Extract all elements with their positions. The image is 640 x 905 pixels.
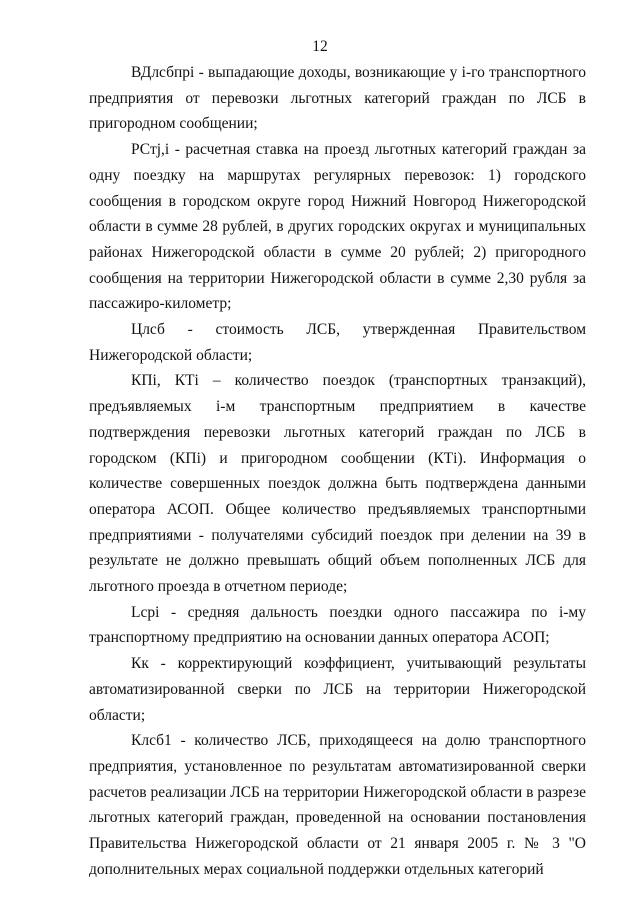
paragraph-kk-definition: Кк - корректирующий коэффициент, учитывающий результаты автоматизированной сверки по ЛСБ на территории Нижегородской области; [89,655,586,724]
paragraph-kp-kt-definition: КПi, КТi – количество поездок (транспортных транзакций), предъявляемых i-м транспортным предприятием в качестве подтверждения перевозки льготных категорий граждан по ЛСБ в городском (КПi) и пригородном сообщении (КТi). Информация о количестве совершенных поездок должна быть подтверждена данными оператора АСОП. Общее количество предъявляемых транспортными предприятиями - получателями субсидий поездок при делении на 39 в результате не должно превышать общий объем пополненных ЛСБ для льготного проезда в отчетном периоде; [89,372,586,596]
paragraph-vdlsbpr-definition: ВДлсбпрi - выпадающие доходы, возникающие у i-го транспортного предприятия от перевозки льготных категорий граждан по ЛСБ в пригородном сообщении; [89,64,586,133]
page-number: 12 [312,38,328,55]
paragraph-rst-definition: РСтj,i - расчетная ставка на проезд льготных категорий граждан за одну поездку на маршрутах регулярных перевозок: 1) городского сообщения в городском округе город Нижний Новгород Нижегородской области в сумме 28 рублей, в других городских округах и муниципальных районах Нижегородской области в сумме 20 рублей; 2) пригородного сообщения на территории Нижегородской области в сумме 2,30 рубля за пассажиро-километр; [89,141,586,313]
paragraph-lsr-definition: Lсрi - средняя дальность поездки одного пассажира по i-му транспортному предприятию на основании данных оператора АСОП; [89,603,586,647]
document-body [89,60,586,883]
paragraph-tslsb-definition: Цлсб - стоимость ЛСБ, утвержденная Правительством Нижегородской области; [89,321,586,364]
paragraph-klsb1-definition: Клсб1 - количество ЛСБ, приходящееся на долю транспортного предприятия, установленное по результатам автоматизированной сверки расчетов реализации ЛСБ на территории Нижегородской области в разрезе льготных категорий граждан, проведенной на основании постановления Правительства Нижегородской области от 21 января 2005 г. № 3 "О дополнительных мерах социальной поддержки отдельных категорий [89,732,586,878]
